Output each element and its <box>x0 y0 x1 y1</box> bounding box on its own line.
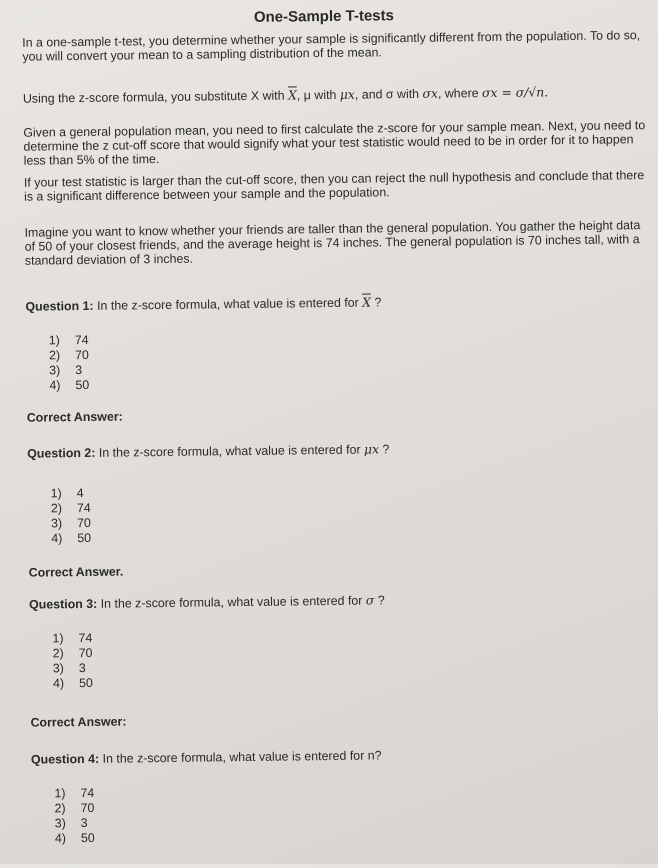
mu-x-symbol: μx <box>339 86 355 102</box>
question-label: Question 3: <box>29 596 98 612</box>
option-item: 4) 50 <box>51 530 92 546</box>
intro-paragraph-1: In a one-sample t-test, you determine whether your sample is significantly different from the population. To do so, you will convert your mean to a sampling distribution of the mean. <box>22 28 641 64</box>
option-item: 2) 70 <box>52 645 93 661</box>
standard-error-formula: σx = σ/√n. <box>481 84 549 101</box>
option-item: 1) 74 <box>48 332 89 348</box>
question-label: Question 2: <box>27 445 96 461</box>
option-item: 4) 50 <box>52 675 93 691</box>
sigma-x-symbol: σx <box>422 85 439 101</box>
option-item: 3) 3 <box>54 815 88 831</box>
question-1: Question 1: In the z-score formula, what value is entered for $\overline{X}$ ? <box>25 294 382 314</box>
question-2-answer-label: Correct Answer. <box>28 564 124 580</box>
question-4: Question 4: In the z-score formula, what value is entered for n? <box>30 748 382 767</box>
intro-paragraph-3: Given a general population mean, you need to first calculate the z-score for your sample mean. Next, you need to determine the z cut-off score that would signify what your test statistic would need to be in order for it to happen less than 5% of the time. <box>23 118 646 168</box>
option-item: 2) 70 <box>48 347 89 363</box>
intro-paragraph-4: If your test statistic is larger than the cut-off score, then you can reject the null hypothesis and conclude that there is a significant difference between your sample and the population. <box>23 168 645 204</box>
option-item: 4) 50 <box>54 830 95 846</box>
question-3-answer-label: Correct Answer: <box>30 714 127 730</box>
question-3: Question 3: In the z-score formula, what value is entered for σ ? <box>29 592 385 612</box>
question-symbol: σ <box>365 592 375 608</box>
x-bar-symbol: $\overline{X}$ <box>287 87 297 103</box>
option-item: 3) 3 <box>52 660 86 676</box>
option-item: 4) 50 <box>49 377 90 393</box>
question-label: Question 4: <box>30 751 100 767</box>
question-4-options <box>54 786 95 846</box>
question-symbol: μx <box>363 441 380 457</box>
intro-paragraph-2: Using the z-score formula, you substitute X with $\overline{X}$, μ with μx, and σ with σx, where σx = σ/√n. <box>22 84 549 106</box>
option-item: 3) 70 <box>51 515 91 531</box>
question-1-answer-label: Correct Answer: <box>26 409 123 425</box>
question-3-options <box>52 631 93 691</box>
option-item: 3) 3 <box>49 363 83 378</box>
intro-paragraph-5: Imagine you want to know whether your friends are taller than the general population. You gather the height data of 50 of your closest friends, and the average height is 74 inches. The general population is 70 inches tall, with a standard deviation of 3 inches. <box>24 218 641 268</box>
question-symbol: $\overline{X}$ <box>362 294 372 310</box>
question-label: Question 1: <box>25 298 94 314</box>
option-item: 1) 74 <box>54 785 95 801</box>
question-2: Question 2: In the z-score formula, what value is entered for μx ? <box>27 441 390 461</box>
question-2-options <box>51 486 92 546</box>
option-item: 2) 70 <box>54 800 95 816</box>
option-item: 1) 4 <box>50 486 84 501</box>
option-item: 1) 74 <box>52 630 93 646</box>
option-item: 2) 74 <box>50 500 91 516</box>
question-1-options <box>49 333 90 393</box>
page-title: One-Sample T-tests <box>253 7 395 26</box>
